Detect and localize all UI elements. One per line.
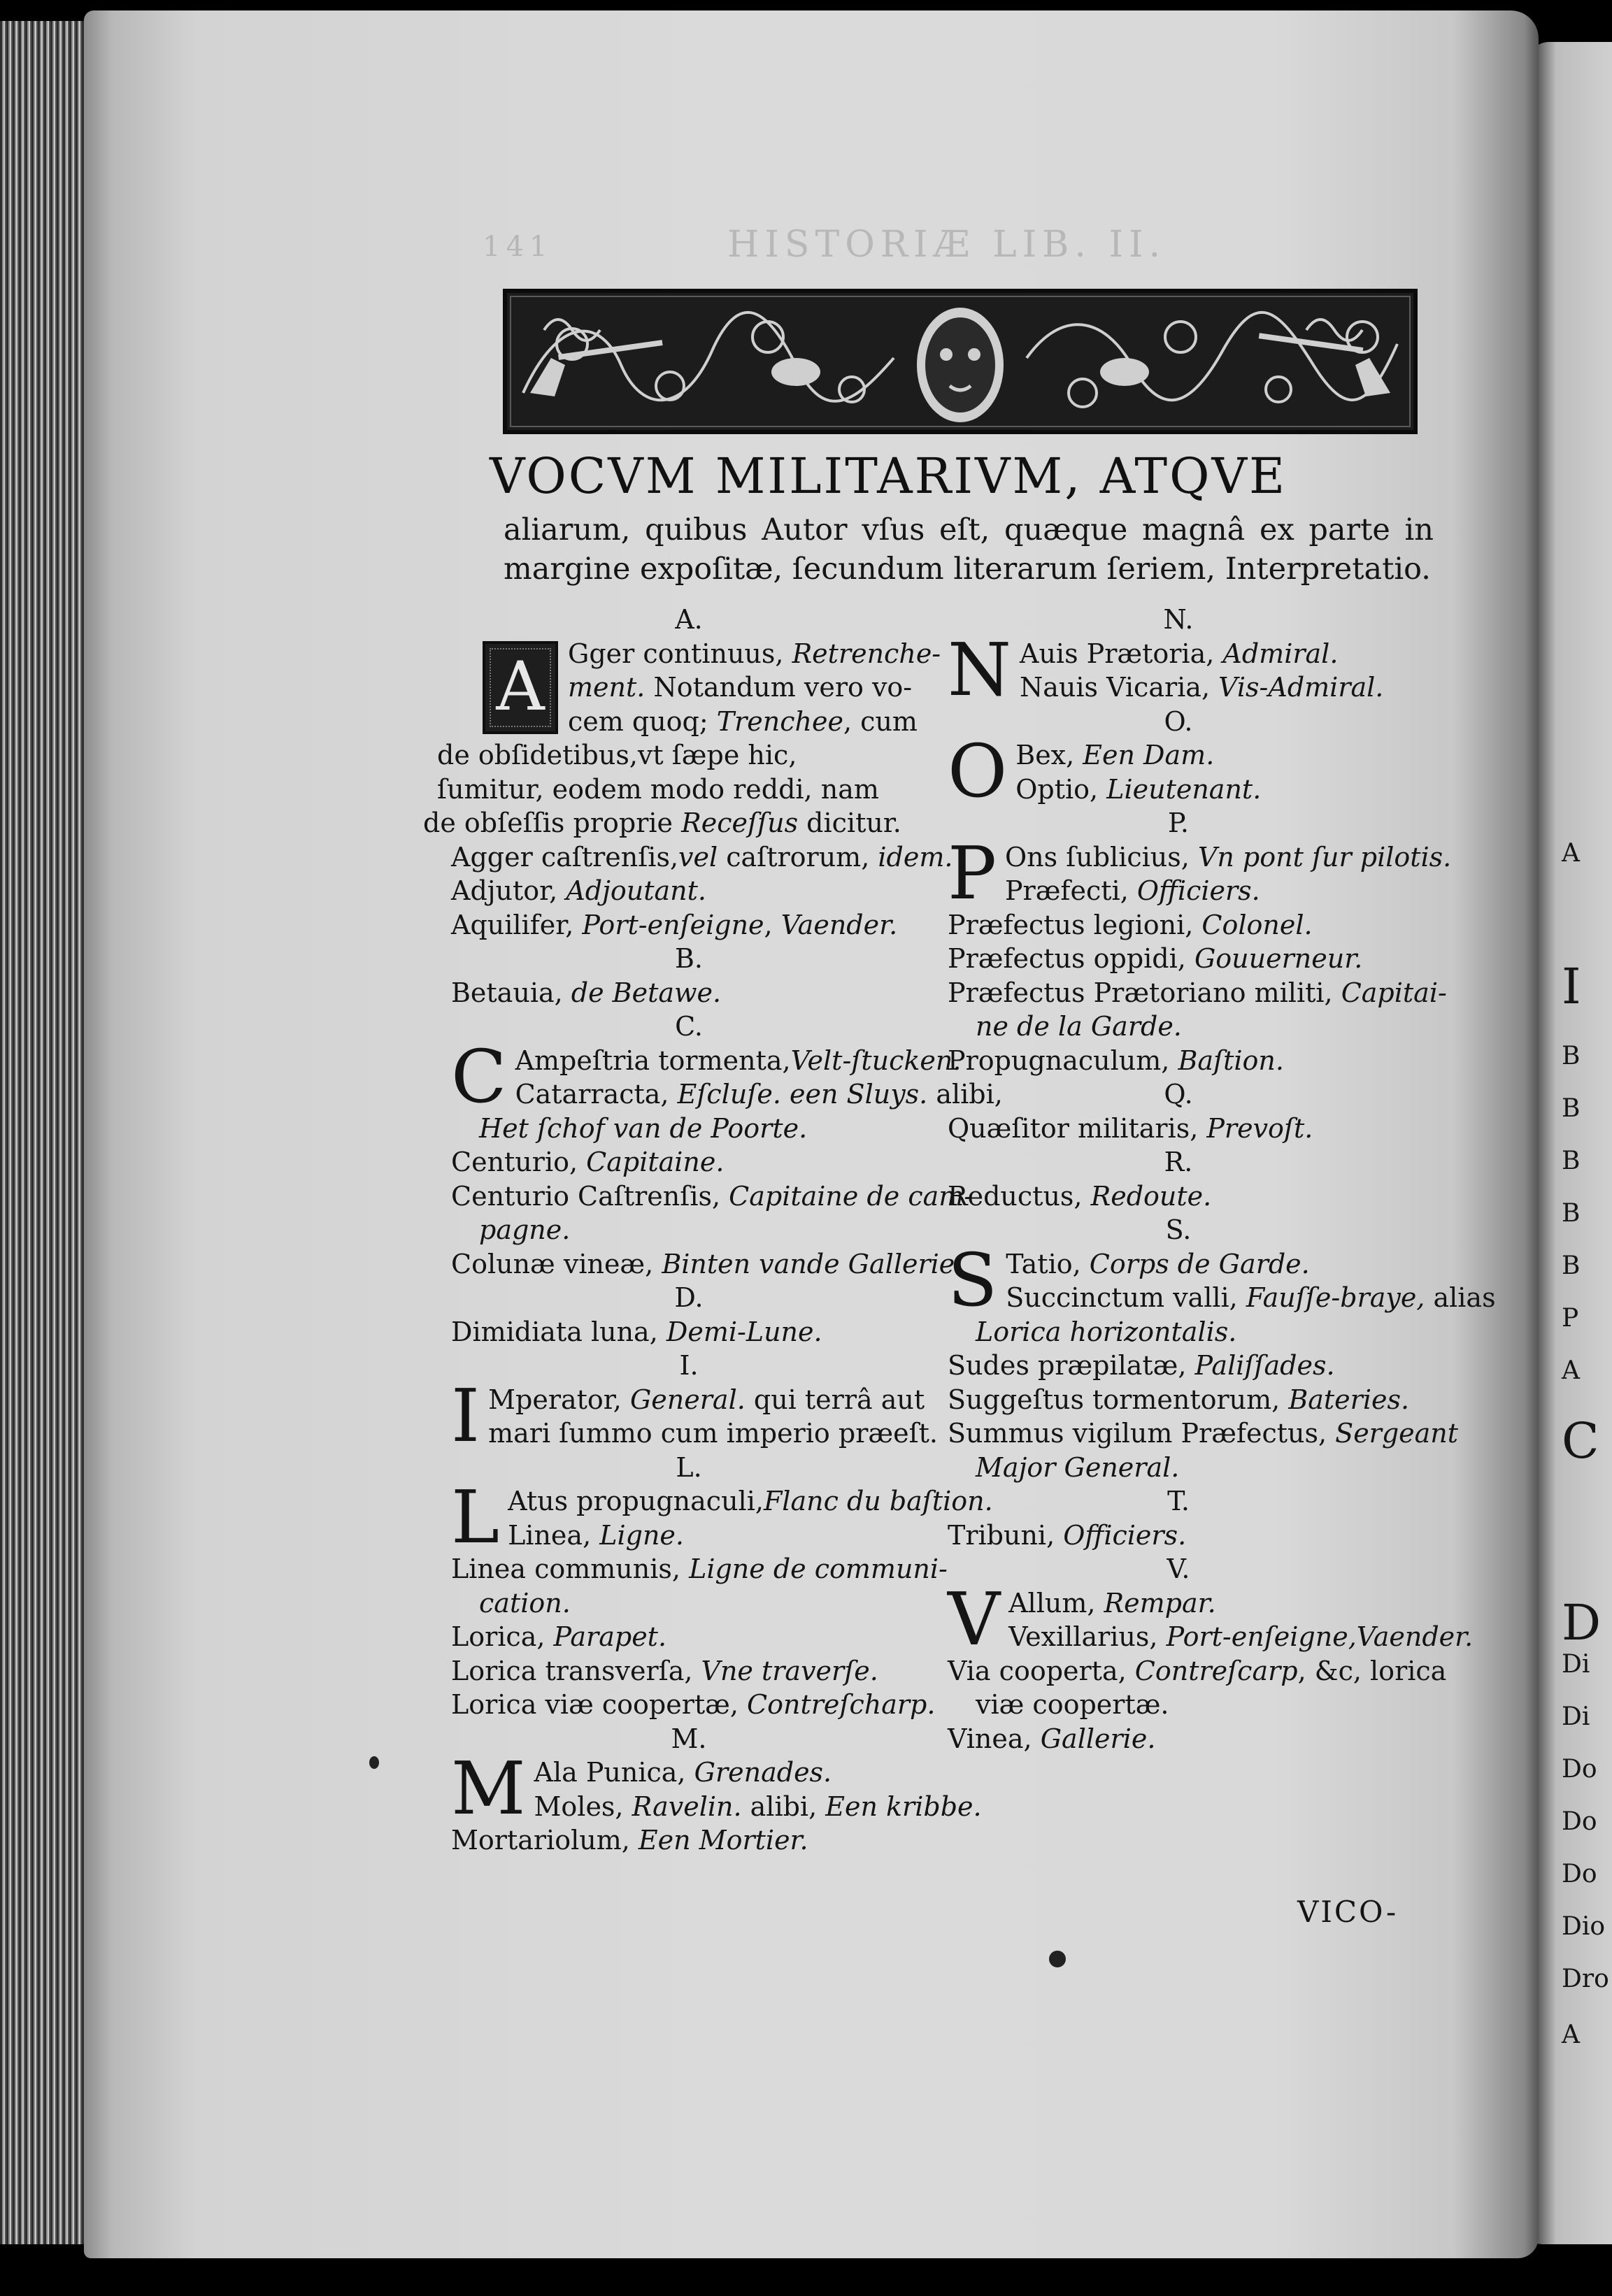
entry-translation: Trenchee bbox=[716, 705, 843, 737]
ornate-initial-capital: A bbox=[483, 641, 558, 734]
entry-translation: Vis-Admiral. bbox=[1218, 672, 1384, 703]
glossary-entry bbox=[948, 1010, 1409, 1044]
section-letter: O. bbox=[1164, 705, 1193, 737]
entry-text: qui terrâ aut bbox=[745, 1384, 925, 1415]
glossary-entry bbox=[451, 1247, 964, 1282]
entry-translation: ne de la Garde. bbox=[976, 1011, 1182, 1042]
glossary-entry bbox=[948, 1179, 1409, 1214]
entry-text: dicitur. bbox=[798, 808, 901, 838]
entry-translation: de Betawe. bbox=[571, 977, 722, 1008]
glossary-entry bbox=[948, 1688, 1409, 1722]
entry-term: Præfectus legioni, bbox=[948, 909, 1202, 940]
entry-translation: Parapet. bbox=[553, 1621, 667, 1652]
entry-translation: Ravelin. bbox=[632, 1791, 742, 1822]
entry-term: Suggeſtus tormentorum, bbox=[948, 1384, 1289, 1415]
glossary-entry bbox=[948, 1416, 1459, 1451]
entry-text: , &c, lorica bbox=[1297, 1655, 1447, 1686]
entry-text: , bbox=[764, 909, 781, 940]
entry-term: Reductus, bbox=[948, 1180, 1091, 1212]
entry-translation: Een Dam. bbox=[1083, 740, 1215, 770]
show-through-page-number: 141 bbox=[483, 231, 553, 263]
drop-capital: S bbox=[948, 1237, 998, 1323]
glossary-entry bbox=[948, 908, 1409, 942]
entry-term: Centurio Caſtrenſis, bbox=[451, 1180, 729, 1212]
entry-translation: Port-enſeigne bbox=[582, 909, 764, 940]
glossary-entry bbox=[948, 1315, 1409, 1349]
entry-term: Aquilifer, bbox=[451, 909, 583, 940]
section-letter: T. bbox=[1167, 1486, 1190, 1516]
entry-term: cem quoq; bbox=[568, 705, 717, 737]
entry-translation: Het ſchof van de Poorte. bbox=[479, 1112, 808, 1144]
entry-term: Bex, bbox=[1015, 740, 1083, 770]
entry-term: Lorica transverſa, bbox=[451, 1655, 701, 1686]
facing-page-fragment: B bbox=[1562, 1199, 1581, 1228]
entry-translation: Contreſcharp. bbox=[747, 1689, 936, 1720]
glossary-entry bbox=[451, 908, 927, 942]
glossary-entry bbox=[948, 1281, 1496, 1315]
glossary-entry bbox=[451, 1213, 927, 1247]
drop-capital: I bbox=[451, 1372, 480, 1458]
glossary-entry bbox=[451, 1112, 927, 1146]
entry-translation: Bateries. bbox=[1288, 1384, 1410, 1415]
entry-translation: General. bbox=[629, 1384, 746, 1415]
entry-term: Ala Punica, bbox=[534, 1757, 694, 1788]
entry-term: Centurio, bbox=[451, 1147, 587, 1177]
entry-term: Agger caſtrenſis, bbox=[451, 841, 679, 873]
entry-text: alias bbox=[1425, 1282, 1496, 1313]
drop-capital: L bbox=[451, 1475, 500, 1560]
entry-translation: Lieutenant. bbox=[1106, 773, 1262, 805]
entry-translation: Colonel. bbox=[1201, 909, 1313, 940]
catchword: VICO- bbox=[1297, 1895, 1399, 1929]
section-letter: I. bbox=[679, 1350, 699, 1381]
section-letter: A. bbox=[675, 604, 703, 635]
entry-term: mari ſummo cum imperio præeſt. bbox=[488, 1418, 938, 1449]
entry-text: Notandum vero vo- bbox=[645, 672, 913, 703]
section-letter: M. bbox=[671, 1723, 707, 1754]
glossary-entry bbox=[948, 1722, 1409, 1756]
entry-translation: Sergeant bbox=[1335, 1418, 1459, 1449]
entry-translation: Receſſus bbox=[681, 808, 799, 838]
facing-page-fragment: Di bbox=[1562, 1650, 1590, 1679]
facing-page-fragment: A bbox=[1562, 2021, 1580, 2049]
glossary-entry bbox=[948, 1654, 1447, 1688]
show-through-running-head: HISTORIÆ LIB. II. bbox=[727, 224, 1167, 266]
entry-translation: Vn pont ſur pilotis. bbox=[1197, 841, 1452, 873]
facing-page-fragment: B bbox=[1562, 1251, 1581, 1280]
entry-translation: Een kribbe. bbox=[825, 1791, 982, 1822]
facing-page-fragment: B bbox=[1562, 1042, 1581, 1070]
entry-term: Catarracta, bbox=[515, 1079, 678, 1110]
entry-translation: Demi-Lune. bbox=[666, 1316, 822, 1347]
glossary-entry bbox=[948, 1044, 1409, 1078]
glossary-entry bbox=[948, 1519, 1409, 1553]
drop-capital: C bbox=[451, 1033, 507, 1119]
entry-text: , cum bbox=[843, 705, 918, 737]
glossary-entry bbox=[451, 1586, 927, 1621]
entry-translation: Paliſſades. bbox=[1194, 1350, 1335, 1381]
glossary-entry bbox=[451, 1552, 948, 1586]
entry-translation: Officiers. bbox=[1136, 875, 1260, 906]
entry-translation: Corps de Garde. bbox=[1089, 1248, 1310, 1279]
section-letter: C. bbox=[675, 1011, 703, 1042]
entry-term: Lorica, bbox=[451, 1621, 554, 1652]
facing-page-fragment: I bbox=[1562, 958, 1581, 1015]
facing-page-fragment: Do bbox=[1562, 1807, 1597, 1836]
entry-term: Colunæ vineæ, bbox=[451, 1248, 662, 1279]
glossary-entry bbox=[948, 976, 1447, 1010]
entry-term: Betauia, bbox=[451, 977, 571, 1008]
entry-term: Dimidiata luna, bbox=[451, 1316, 666, 1347]
entry-translation: Lorica horizontalis. bbox=[976, 1316, 1237, 1347]
drop-capital: P bbox=[948, 830, 997, 916]
entry-translation: idem. bbox=[878, 841, 953, 873]
entry-text: alibi, bbox=[927, 1079, 1003, 1110]
entry-term: Moles, bbox=[534, 1791, 632, 1822]
entry-term: Ampeſtria tormenta, bbox=[515, 1045, 791, 1076]
glossary-entry bbox=[948, 1620, 1474, 1654]
facing-page-fragment: B bbox=[1562, 1094, 1581, 1123]
entry-term: Succinctum valli, bbox=[1006, 1282, 1246, 1313]
entry-line bbox=[437, 738, 927, 773]
glossary-right-column bbox=[948, 603, 1496, 1756]
entry-translation: cation. bbox=[479, 1587, 571, 1619]
facing-page-fragment: C bbox=[1562, 1412, 1599, 1470]
entry-term: viæ coopertæ. bbox=[976, 1689, 1169, 1720]
entry-term: Quæſitor militaris, bbox=[948, 1112, 1207, 1144]
section-letter: L. bbox=[676, 1451, 702, 1483]
entry-translation: Vne traverſe. bbox=[701, 1655, 878, 1686]
entry-term: Atus propugnaculi, bbox=[508, 1486, 764, 1516]
glossary-entry bbox=[451, 976, 927, 1010]
glossary-entry bbox=[451, 1077, 1003, 1112]
entry-translation: Prevoſt. bbox=[1206, 1112, 1313, 1144]
entry-translation: Vaender. bbox=[780, 909, 898, 940]
glossary-entry bbox=[451, 1519, 927, 1553]
entry-translation: Major General. bbox=[976, 1451, 1180, 1483]
woodcut-ornament-band bbox=[502, 288, 1418, 435]
entry-term: Nauis Vicaria, bbox=[1020, 672, 1219, 703]
drop-capital: V bbox=[948, 1576, 1001, 1662]
entry-translation: Eſcluſe. een Sluys. bbox=[677, 1079, 928, 1110]
entry-translation: Contreſcarp bbox=[1134, 1655, 1298, 1686]
entry-term: Summus vigilum Præfectus, bbox=[948, 1418, 1336, 1449]
ink-blot bbox=[1049, 1951, 1066, 1967]
face-mask-icon bbox=[917, 308, 1004, 422]
entry-translation: Port-enſeigne,Vaender. bbox=[1166, 1621, 1474, 1652]
entry-term: Præfecti, bbox=[1004, 875, 1137, 906]
glossary-entry bbox=[948, 1349, 1409, 1383]
entry-translation: Ligne de communi- bbox=[689, 1554, 948, 1584]
facing-page-fragment: Di bbox=[1562, 1702, 1590, 1731]
glossary-entry bbox=[948, 1451, 1409, 1485]
glossary-entry bbox=[948, 942, 1409, 976]
glossary-entry bbox=[948, 1383, 1409, 1417]
entry-term: Adjutor, bbox=[451, 875, 566, 906]
ornate-initial-entry bbox=[423, 637, 941, 840]
facing-page-fragment: Do bbox=[1562, 1755, 1597, 1784]
glossary-entry bbox=[451, 874, 927, 908]
entry-translation: Fauſſe-braye, bbox=[1246, 1282, 1425, 1313]
entry-term: Vexillarius, bbox=[1008, 1621, 1167, 1652]
entry-translation: Velt-ſtucken. bbox=[790, 1045, 962, 1076]
section-letter: B. bbox=[674, 943, 703, 974]
section-letter: P. bbox=[1168, 808, 1189, 838]
facing-page-fragment: A bbox=[1562, 1356, 1580, 1385]
entry-term: Vinea, bbox=[948, 1723, 1041, 1754]
entry-term: de obſidetibus,vt ſæpe hic, bbox=[437, 740, 797, 770]
section-letter: D. bbox=[674, 1282, 704, 1313]
drop-capital: N bbox=[948, 626, 1011, 712]
entry-text: alibi, bbox=[741, 1791, 826, 1822]
entry-term: Linea, bbox=[508, 1519, 600, 1551]
entry-term: Mortariolum, bbox=[451, 1825, 639, 1856]
entry-term: Tatio, bbox=[1006, 1248, 1090, 1279]
entry-term: Linea communis, bbox=[451, 1554, 690, 1584]
entry-line bbox=[423, 806, 927, 840]
facing-page-fragment: B bbox=[1562, 1147, 1581, 1175]
entry-translation: Redoute. bbox=[1090, 1180, 1212, 1212]
glossary-entry bbox=[451, 1416, 938, 1451]
entry-term: ſumitur, eodem modo reddi, nam bbox=[437, 773, 879, 805]
entry-translation: Gouuerneur. bbox=[1194, 943, 1363, 974]
entry-translation: Gallerie. bbox=[1040, 1723, 1156, 1754]
entry-translation: Capitai- bbox=[1341, 977, 1447, 1008]
entry-text: caſtrorum, bbox=[718, 841, 878, 873]
entry-translation: Officiers. bbox=[1063, 1519, 1187, 1551]
entry-translation: Ligne. bbox=[599, 1519, 684, 1551]
entry-term: Tribuni, bbox=[948, 1519, 1064, 1551]
entry-term: Præfectus Prætoriano militi, bbox=[948, 977, 1341, 1008]
ink-blot bbox=[369, 1756, 379, 1769]
section-letter: Q. bbox=[1164, 1079, 1193, 1110]
entry-translation: Retrenche- bbox=[792, 638, 941, 669]
glossary-entry bbox=[948, 773, 1409, 807]
glossary-entry bbox=[948, 874, 1409, 908]
entry-term: Gger continuus, bbox=[568, 638, 792, 669]
entry-term: Lorica viæ coopertæ, bbox=[451, 1689, 748, 1720]
entry-term: Auis Prætoria, bbox=[1020, 638, 1223, 669]
entry-translation: pagne. bbox=[479, 1214, 571, 1245]
facing-page-fragment: Dro bbox=[1562, 1965, 1609, 1993]
entry-term: de obſeſſis proprie bbox=[423, 808, 682, 838]
entry-term: Propugnaculum, bbox=[948, 1045, 1178, 1076]
entry-translation: Capitaine de cam- bbox=[729, 1180, 973, 1212]
facing-page-edge bbox=[1528, 42, 1612, 2244]
entry-translation: Adjoutant. bbox=[566, 875, 706, 906]
glossary-entry bbox=[451, 1145, 927, 1179]
entry-translation: Baſtion. bbox=[1178, 1045, 1284, 1076]
entry-translation: Capitaine. bbox=[586, 1147, 725, 1177]
entry-translation: Grenades. bbox=[694, 1757, 832, 1788]
glossary-entry bbox=[451, 1654, 927, 1688]
entry-translation: Binten vande Gallerie. bbox=[662, 1248, 964, 1279]
section-letter: S. bbox=[1165, 1214, 1192, 1245]
page-subtitle: aliarum, quibus Autor vſus eſt, quæque magnâ ex parte in margine expoſitæ, ſecundum literarum ſeriem, Interpretatio. bbox=[504, 512, 1434, 587]
glossary-entry bbox=[948, 1112, 1409, 1146]
entry-term: Sudes præpilatæ, bbox=[948, 1350, 1195, 1381]
entry-term: Præfectus oppidi, bbox=[948, 943, 1194, 974]
entry-term: Via cooperta, bbox=[948, 1655, 1135, 1686]
entry-translation: Admiral. bbox=[1222, 638, 1339, 669]
entry-line bbox=[437, 773, 927, 807]
entry-translation: Rempar. bbox=[1104, 1587, 1216, 1619]
glossary-entry bbox=[451, 1179, 973, 1214]
glossary-entry bbox=[451, 1620, 927, 1654]
glossary-entry bbox=[451, 1823, 927, 1858]
facing-page-fragment: P bbox=[1562, 1304, 1579, 1333]
entry-translation: vel bbox=[678, 841, 718, 873]
glossary-entry bbox=[451, 1315, 927, 1349]
entry-translation: ment. bbox=[568, 672, 645, 703]
entry-translation: Flanc du baſtion. bbox=[763, 1486, 993, 1516]
entry-translation: Een Mortier. bbox=[638, 1825, 808, 1856]
section-letter: R. bbox=[1164, 1147, 1193, 1177]
glossary-entry bbox=[948, 670, 1409, 705]
section-letter: N. bbox=[1163, 604, 1194, 635]
drop-capital: O bbox=[948, 729, 1008, 814]
glossary-entry bbox=[451, 1688, 936, 1722]
entry-term: Ons ſublicius, bbox=[1004, 841, 1198, 873]
facing-page-fragment: Dio bbox=[1562, 1912, 1606, 1941]
facing-page-fragment: Do bbox=[1562, 1860, 1597, 1888]
facing-page-fragment: D bbox=[1562, 1594, 1602, 1651]
drop-capital: M bbox=[451, 1746, 526, 1831]
section-letter: V. bbox=[1167, 1554, 1190, 1584]
page-title: VOCVM MILITARIVM, ATQVE bbox=[490, 447, 1288, 505]
entry-term: Optio, bbox=[1015, 773, 1107, 805]
glossary-entry bbox=[451, 840, 953, 875]
entry-term: Mperator, bbox=[488, 1384, 630, 1415]
facing-page-fragment: A bbox=[1562, 839, 1580, 868]
entry-term: Allum, bbox=[1008, 1587, 1104, 1619]
